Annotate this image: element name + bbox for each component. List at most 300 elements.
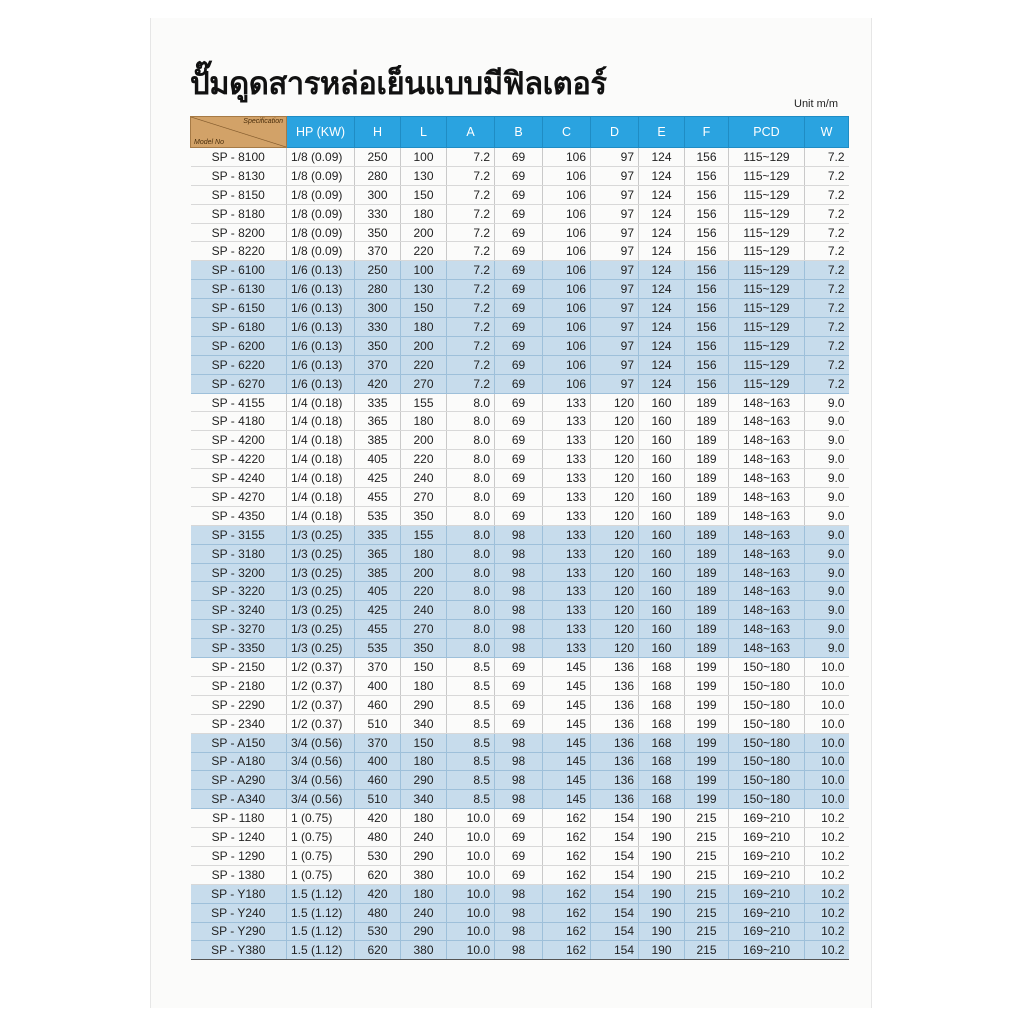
cell-pcd: 148~163 bbox=[729, 506, 805, 525]
cell-w: 7.2 bbox=[805, 280, 849, 299]
cell-hp: 1/4 (0.18) bbox=[287, 412, 355, 431]
cell-c: 133 bbox=[543, 620, 591, 639]
cell-l: 100 bbox=[401, 261, 447, 280]
cell-hp: 1/6 (0.13) bbox=[287, 336, 355, 355]
cell-e: 160 bbox=[639, 393, 685, 412]
cell-c: 106 bbox=[543, 336, 591, 355]
cell-b: 69 bbox=[495, 185, 543, 204]
cell-pcd: 169~210 bbox=[729, 941, 805, 960]
cell-hp: 1/6 (0.13) bbox=[287, 261, 355, 280]
cell-d: 154 bbox=[591, 828, 639, 847]
cell-model: SP - A180 bbox=[191, 752, 287, 771]
table-row bbox=[191, 506, 849, 525]
cell-e: 124 bbox=[639, 166, 685, 185]
cell-f: 189 bbox=[685, 450, 729, 469]
cell-pcd: 148~163 bbox=[729, 431, 805, 450]
cell-h: 480 bbox=[355, 828, 401, 847]
cell-a: 8.0 bbox=[447, 412, 495, 431]
cell-model: SP - A150 bbox=[191, 733, 287, 752]
cell-a: 10.0 bbox=[447, 865, 495, 884]
cell-e: 168 bbox=[639, 790, 685, 809]
cell-e: 124 bbox=[639, 185, 685, 204]
cell-c: 145 bbox=[543, 733, 591, 752]
header-corner-cell bbox=[191, 117, 287, 148]
table-row bbox=[191, 582, 849, 601]
cell-l: 180 bbox=[401, 544, 447, 563]
cell-b: 98 bbox=[495, 639, 543, 658]
cell-h: 280 bbox=[355, 280, 401, 299]
cell-w: 10.0 bbox=[805, 752, 849, 771]
cell-w: 10.2 bbox=[805, 922, 849, 941]
cell-pcd: 148~163 bbox=[729, 582, 805, 601]
cell-hp: 1/4 (0.18) bbox=[287, 450, 355, 469]
cell-w: 7.2 bbox=[805, 355, 849, 374]
cell-model: SP - 1380 bbox=[191, 865, 287, 884]
cell-l: 340 bbox=[401, 790, 447, 809]
cell-hp: 1/2 (0.37) bbox=[287, 658, 355, 677]
cell-a: 7.2 bbox=[447, 185, 495, 204]
cell-e: 160 bbox=[639, 639, 685, 658]
cell-l: 180 bbox=[401, 884, 447, 903]
cell-a: 8.0 bbox=[447, 488, 495, 507]
table-row bbox=[191, 450, 849, 469]
cell-c: 106 bbox=[543, 223, 591, 242]
cell-h: 250 bbox=[355, 148, 401, 167]
cell-d: 120 bbox=[591, 469, 639, 488]
cell-b: 69 bbox=[495, 204, 543, 223]
cell-l: 340 bbox=[401, 714, 447, 733]
cell-w: 10.2 bbox=[805, 846, 849, 865]
cell-f: 215 bbox=[685, 922, 729, 941]
cell-b: 69 bbox=[495, 469, 543, 488]
table-row bbox=[191, 525, 849, 544]
cell-hp: 1/2 (0.37) bbox=[287, 695, 355, 714]
cell-pcd: 115~129 bbox=[729, 280, 805, 299]
cell-l: 290 bbox=[401, 922, 447, 941]
cell-model: SP - 4155 bbox=[191, 393, 287, 412]
cell-h: 460 bbox=[355, 771, 401, 790]
cell-pcd: 169~210 bbox=[729, 809, 805, 828]
cell-model: SP - 8150 bbox=[191, 185, 287, 204]
cell-model: SP - 3200 bbox=[191, 563, 287, 582]
cell-e: 190 bbox=[639, 846, 685, 865]
table-row bbox=[191, 185, 849, 204]
cell-b: 98 bbox=[495, 752, 543, 771]
cell-model: SP - 3270 bbox=[191, 620, 287, 639]
table-row bbox=[191, 941, 849, 960]
cell-e: 160 bbox=[639, 620, 685, 639]
cell-b: 69 bbox=[495, 261, 543, 280]
cell-pcd: 148~163 bbox=[729, 620, 805, 639]
cell-hp: 1/8 (0.09) bbox=[287, 242, 355, 261]
cell-hp: 3/4 (0.56) bbox=[287, 771, 355, 790]
cell-pcd: 115~129 bbox=[729, 261, 805, 280]
cell-hp: 1/6 (0.13) bbox=[287, 374, 355, 393]
cell-f: 156 bbox=[685, 318, 729, 337]
cell-hp: 1/8 (0.09) bbox=[287, 185, 355, 204]
cell-w: 9.0 bbox=[805, 393, 849, 412]
cell-hp: 1/2 (0.37) bbox=[287, 714, 355, 733]
cell-h: 365 bbox=[355, 412, 401, 431]
cell-a: 10.0 bbox=[447, 809, 495, 828]
cell-hp: 1/3 (0.25) bbox=[287, 563, 355, 582]
cell-pcd: 169~210 bbox=[729, 828, 805, 847]
cell-model: SP - 4200 bbox=[191, 431, 287, 450]
cell-e: 160 bbox=[639, 469, 685, 488]
cell-b: 69 bbox=[495, 223, 543, 242]
cell-d: 120 bbox=[591, 620, 639, 639]
cell-model: SP - 4240 bbox=[191, 469, 287, 488]
cell-l: 155 bbox=[401, 525, 447, 544]
cell-a: 8.0 bbox=[447, 582, 495, 601]
cell-f: 199 bbox=[685, 752, 729, 771]
cell-a: 8.5 bbox=[447, 714, 495, 733]
cell-f: 156 bbox=[685, 148, 729, 167]
header-w: W bbox=[805, 117, 849, 148]
cell-model: SP - Y240 bbox=[191, 903, 287, 922]
cell-e: 160 bbox=[639, 563, 685, 582]
cell-a: 7.2 bbox=[447, 223, 495, 242]
pump-spec-table bbox=[190, 116, 849, 960]
table-row bbox=[191, 280, 849, 299]
cell-w: 7.2 bbox=[805, 374, 849, 393]
cell-model: SP - 6180 bbox=[191, 318, 287, 337]
header-e: E bbox=[639, 117, 685, 148]
cell-h: 385 bbox=[355, 431, 401, 450]
cell-hp: 3/4 (0.56) bbox=[287, 733, 355, 752]
cell-e: 190 bbox=[639, 828, 685, 847]
cell-d: 136 bbox=[591, 790, 639, 809]
cell-pcd: 115~129 bbox=[729, 336, 805, 355]
cell-f: 215 bbox=[685, 903, 729, 922]
cell-b: 98 bbox=[495, 733, 543, 752]
cell-hp: 1 (0.75) bbox=[287, 828, 355, 847]
cell-e: 168 bbox=[639, 752, 685, 771]
cell-e: 124 bbox=[639, 374, 685, 393]
cell-pcd: 115~129 bbox=[729, 318, 805, 337]
cell-hp: 1/8 (0.09) bbox=[287, 204, 355, 223]
cell-l: 220 bbox=[401, 355, 447, 374]
cell-c: 133 bbox=[543, 412, 591, 431]
cell-h: 400 bbox=[355, 752, 401, 771]
cell-a: 8.5 bbox=[447, 790, 495, 809]
cell-model: SP - 4270 bbox=[191, 488, 287, 507]
cell-a: 8.0 bbox=[447, 431, 495, 450]
cell-e: 124 bbox=[639, 336, 685, 355]
cell-pcd: 150~180 bbox=[729, 658, 805, 677]
cell-w: 10.0 bbox=[805, 658, 849, 677]
cell-h: 480 bbox=[355, 903, 401, 922]
cell-d: 97 bbox=[591, 299, 639, 318]
cell-a: 8.0 bbox=[447, 563, 495, 582]
cell-c: 162 bbox=[543, 884, 591, 903]
cell-b: 69 bbox=[495, 412, 543, 431]
cell-model: SP - A340 bbox=[191, 790, 287, 809]
cell-b: 69 bbox=[495, 393, 543, 412]
cell-hp: 1/4 (0.18) bbox=[287, 431, 355, 450]
cell-b: 69 bbox=[495, 488, 543, 507]
cell-b: 69 bbox=[495, 280, 543, 299]
cell-h: 350 bbox=[355, 336, 401, 355]
cell-h: 425 bbox=[355, 469, 401, 488]
model-no-label: Model No bbox=[194, 139, 224, 146]
cell-h: 455 bbox=[355, 620, 401, 639]
cell-f: 156 bbox=[685, 185, 729, 204]
cell-f: 189 bbox=[685, 563, 729, 582]
cell-f: 189 bbox=[685, 488, 729, 507]
cell-hp: 1.5 (1.12) bbox=[287, 922, 355, 941]
cell-model: SP - Y290 bbox=[191, 922, 287, 941]
cell-pcd: 148~163 bbox=[729, 601, 805, 620]
cell-c: 133 bbox=[543, 431, 591, 450]
cell-e: 160 bbox=[639, 544, 685, 563]
table-row bbox=[191, 695, 849, 714]
cell-w: 9.0 bbox=[805, 544, 849, 563]
cell-d: 120 bbox=[591, 412, 639, 431]
cell-h: 420 bbox=[355, 884, 401, 903]
cell-a: 7.2 bbox=[447, 204, 495, 223]
cell-b: 98 bbox=[495, 790, 543, 809]
table-row bbox=[191, 393, 849, 412]
cell-f: 199 bbox=[685, 714, 729, 733]
header-l: L bbox=[401, 117, 447, 148]
cell-d: 120 bbox=[591, 525, 639, 544]
cell-d: 120 bbox=[591, 601, 639, 620]
cell-d: 154 bbox=[591, 941, 639, 960]
cell-c: 133 bbox=[543, 601, 591, 620]
table-row bbox=[191, 318, 849, 337]
cell-c: 145 bbox=[543, 695, 591, 714]
cell-l: 200 bbox=[401, 431, 447, 450]
cell-e: 124 bbox=[639, 280, 685, 299]
cell-b: 69 bbox=[495, 242, 543, 261]
cell-c: 106 bbox=[543, 166, 591, 185]
header-c: C bbox=[543, 117, 591, 148]
cell-f: 156 bbox=[685, 242, 729, 261]
cell-h: 365 bbox=[355, 544, 401, 563]
cell-pcd: 148~163 bbox=[729, 544, 805, 563]
header-pcd: PCD bbox=[729, 117, 805, 148]
cell-model: SP - 6150 bbox=[191, 299, 287, 318]
cell-c: 145 bbox=[543, 658, 591, 677]
table-row bbox=[191, 771, 849, 790]
cell-b: 69 bbox=[495, 336, 543, 355]
cell-l: 150 bbox=[401, 658, 447, 677]
cell-d: 97 bbox=[591, 242, 639, 261]
cell-h: 510 bbox=[355, 714, 401, 733]
cell-d: 154 bbox=[591, 884, 639, 903]
cell-w: 7.2 bbox=[805, 336, 849, 355]
cell-f: 199 bbox=[685, 676, 729, 695]
cell-l: 380 bbox=[401, 865, 447, 884]
cell-a: 8.0 bbox=[447, 639, 495, 658]
cell-b: 69 bbox=[495, 318, 543, 337]
cell-c: 133 bbox=[543, 582, 591, 601]
cell-d: 120 bbox=[591, 639, 639, 658]
cell-d: 120 bbox=[591, 544, 639, 563]
table-row bbox=[191, 374, 849, 393]
cell-e: 160 bbox=[639, 450, 685, 469]
cell-e: 190 bbox=[639, 865, 685, 884]
cell-model: SP - 1240 bbox=[191, 828, 287, 847]
cell-c: 106 bbox=[543, 261, 591, 280]
cell-model: SP - 6100 bbox=[191, 261, 287, 280]
cell-w: 10.2 bbox=[805, 865, 849, 884]
cell-a: 8.0 bbox=[447, 506, 495, 525]
cell-b: 98 bbox=[495, 884, 543, 903]
cell-w: 7.2 bbox=[805, 185, 849, 204]
cell-model: SP - 2150 bbox=[191, 658, 287, 677]
cell-b: 69 bbox=[495, 431, 543, 450]
cell-model: SP - A290 bbox=[191, 771, 287, 790]
cell-h: 455 bbox=[355, 488, 401, 507]
cell-h: 620 bbox=[355, 865, 401, 884]
cell-a: 7.2 bbox=[447, 242, 495, 261]
cell-model: SP - 8200 bbox=[191, 223, 287, 242]
cell-d: 136 bbox=[591, 714, 639, 733]
cell-c: 145 bbox=[543, 714, 591, 733]
cell-model: SP - 2180 bbox=[191, 676, 287, 695]
cell-h: 350 bbox=[355, 223, 401, 242]
cell-hp: 3/4 (0.56) bbox=[287, 790, 355, 809]
cell-pcd: 150~180 bbox=[729, 733, 805, 752]
cell-f: 189 bbox=[685, 469, 729, 488]
table-row bbox=[191, 714, 849, 733]
cell-f: 189 bbox=[685, 601, 729, 620]
cell-c: 106 bbox=[543, 374, 591, 393]
cell-e: 190 bbox=[639, 903, 685, 922]
cell-hp: 1/4 (0.18) bbox=[287, 506, 355, 525]
cell-b: 69 bbox=[495, 828, 543, 847]
cell-w: 9.0 bbox=[805, 506, 849, 525]
cell-w: 7.2 bbox=[805, 148, 849, 167]
cell-e: 190 bbox=[639, 884, 685, 903]
cell-e: 160 bbox=[639, 582, 685, 601]
cell-pcd: 169~210 bbox=[729, 846, 805, 865]
cell-l: 380 bbox=[401, 941, 447, 960]
cell-hp: 1/6 (0.13) bbox=[287, 299, 355, 318]
cell-e: 168 bbox=[639, 714, 685, 733]
cell-d: 154 bbox=[591, 922, 639, 941]
cell-pcd: 148~163 bbox=[729, 563, 805, 582]
cell-l: 180 bbox=[401, 412, 447, 431]
page-title: ปั๊มดูดสารหล่อเย็นแบบมีฟิลเตอร์ bbox=[190, 66, 607, 102]
cell-l: 270 bbox=[401, 488, 447, 507]
table-header-row bbox=[191, 117, 849, 148]
cell-f: 189 bbox=[685, 544, 729, 563]
cell-d: 136 bbox=[591, 733, 639, 752]
cell-pcd: 148~163 bbox=[729, 525, 805, 544]
table-row bbox=[191, 204, 849, 223]
cell-d: 120 bbox=[591, 582, 639, 601]
cell-d: 136 bbox=[591, 695, 639, 714]
cell-hp: 1/8 (0.09) bbox=[287, 166, 355, 185]
cell-f: 156 bbox=[685, 166, 729, 185]
cell-w: 10.2 bbox=[805, 941, 849, 960]
cell-w: 9.0 bbox=[805, 582, 849, 601]
table-row bbox=[191, 828, 849, 847]
cell-e: 124 bbox=[639, 261, 685, 280]
cell-pcd: 150~180 bbox=[729, 714, 805, 733]
cell-hp: 1/6 (0.13) bbox=[287, 280, 355, 299]
cell-l: 155 bbox=[401, 393, 447, 412]
cell-b: 69 bbox=[495, 450, 543, 469]
cell-hp: 1 (0.75) bbox=[287, 865, 355, 884]
cell-model: SP - 3220 bbox=[191, 582, 287, 601]
cell-model: SP - 8180 bbox=[191, 204, 287, 223]
table-row bbox=[191, 846, 849, 865]
cell-c: 133 bbox=[543, 544, 591, 563]
cell-a: 10.0 bbox=[447, 903, 495, 922]
cell-model: SP - 4180 bbox=[191, 412, 287, 431]
cell-c: 106 bbox=[543, 148, 591, 167]
cell-pcd: 115~129 bbox=[729, 299, 805, 318]
cell-f: 215 bbox=[685, 809, 729, 828]
cell-a: 8.5 bbox=[447, 695, 495, 714]
cell-hp: 1/3 (0.25) bbox=[287, 601, 355, 620]
cell-c: 106 bbox=[543, 318, 591, 337]
cell-hp: 1/3 (0.25) bbox=[287, 525, 355, 544]
cell-hp: 1/3 (0.25) bbox=[287, 544, 355, 563]
cell-hp: 1/8 (0.09) bbox=[287, 148, 355, 167]
table-body bbox=[191, 148, 849, 960]
header-b: B bbox=[495, 117, 543, 148]
cell-w: 9.0 bbox=[805, 563, 849, 582]
cell-pcd: 169~210 bbox=[729, 884, 805, 903]
cell-b: 98 bbox=[495, 922, 543, 941]
header-d: D bbox=[591, 117, 639, 148]
cell-c: 133 bbox=[543, 469, 591, 488]
cell-hp: 1 (0.75) bbox=[287, 846, 355, 865]
cell-f: 215 bbox=[685, 884, 729, 903]
cell-c: 162 bbox=[543, 865, 591, 884]
cell-d: 97 bbox=[591, 166, 639, 185]
cell-d: 97 bbox=[591, 280, 639, 299]
cell-f: 189 bbox=[685, 412, 729, 431]
unit-label: Unit m/m bbox=[794, 98, 838, 110]
cell-a: 8.5 bbox=[447, 676, 495, 695]
cell-d: 154 bbox=[591, 865, 639, 884]
cell-e: 124 bbox=[639, 318, 685, 337]
cell-a: 10.0 bbox=[447, 846, 495, 865]
table-row bbox=[191, 469, 849, 488]
cell-e: 168 bbox=[639, 676, 685, 695]
cell-e: 160 bbox=[639, 601, 685, 620]
cell-h: 370 bbox=[355, 733, 401, 752]
table-row bbox=[191, 884, 849, 903]
cell-d: 154 bbox=[591, 903, 639, 922]
cell-model: SP - 3240 bbox=[191, 601, 287, 620]
cell-pcd: 148~163 bbox=[729, 639, 805, 658]
cell-e: 124 bbox=[639, 355, 685, 374]
cell-a: 7.2 bbox=[447, 261, 495, 280]
table-row bbox=[191, 809, 849, 828]
cell-h: 280 bbox=[355, 166, 401, 185]
cell-h: 370 bbox=[355, 242, 401, 261]
cell-hp: 1/8 (0.09) bbox=[287, 223, 355, 242]
cell-w: 9.0 bbox=[805, 450, 849, 469]
table-row bbox=[191, 148, 849, 167]
cell-w: 10.0 bbox=[805, 733, 849, 752]
cell-l: 290 bbox=[401, 771, 447, 790]
cell-hp: 1/4 (0.18) bbox=[287, 469, 355, 488]
cell-d: 136 bbox=[591, 676, 639, 695]
cell-a: 7.2 bbox=[447, 374, 495, 393]
cell-d: 154 bbox=[591, 846, 639, 865]
cell-d: 97 bbox=[591, 374, 639, 393]
cell-a: 8.0 bbox=[447, 620, 495, 639]
cell-w: 7.2 bbox=[805, 242, 849, 261]
